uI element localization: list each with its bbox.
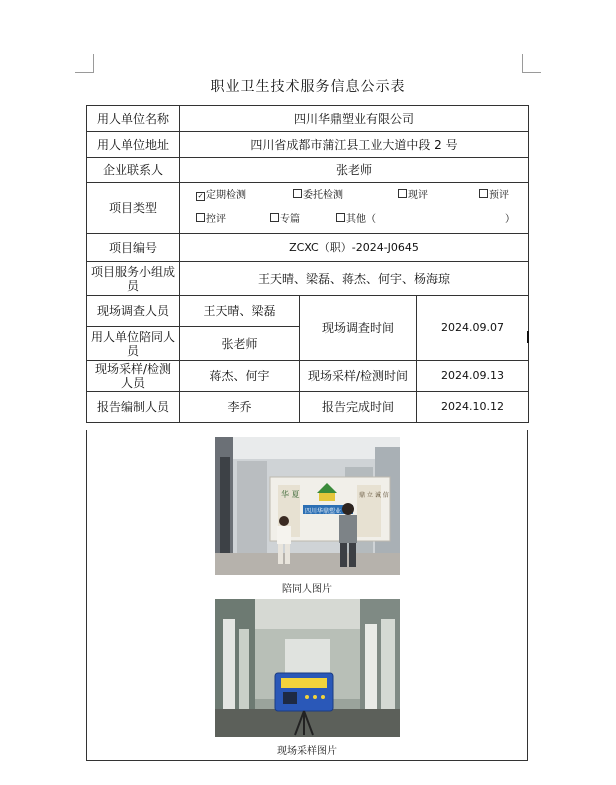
info-table [86,105,529,423]
address-label: 用人单位地址 [87,132,180,158]
sampling-photo-caption: 现场采样图片 [277,746,337,757]
accompany-photo-image [215,437,400,575]
photo-section [86,430,528,761]
project-type-options [180,183,529,234]
option-status-evaluation[interactable]: 现评 [398,189,428,203]
option-pre-evaluation[interactable]: 预评 [479,189,509,203]
checkbox-icon[interactable] [336,213,345,222]
survey-staff-value: 王天晴、梁磊 [180,296,300,327]
option-periodic-test[interactable]: ✓ 定期检测 [197,190,246,201]
sign-right-text: 鼎 立 诚 信 [359,492,389,499]
option-other-close: ） [505,214,515,225]
document-title: 职业卫生技术服务信息公示表 [210,79,406,95]
text-cursor-mark [527,331,529,343]
sampling-staff-value: 蒋杰、何宇 [180,361,300,392]
report-time-value: 2024.10.12 [417,392,529,423]
option-control-evaluation[interactable]: 控评 [196,213,226,227]
survey-staff-label: 现场调查人员 [87,296,180,327]
sampling-time-value: 2024.09.13 [417,361,529,392]
survey-time-value: 2024.09.07 [417,296,529,361]
accompany-photo-caption: 陪同人图片 [282,584,332,595]
project-type-row-2 [182,208,526,232]
survey-time-label: 现场调查时间 [300,296,417,361]
report-time-label: 报告完成时间 [300,392,417,423]
sign-center-text: 四川华鼎塑业 [305,508,342,515]
employer-label: 用人单位名称 [87,106,180,132]
checkbox-icon[interactable] [293,189,302,198]
checkbox-icon[interactable] [398,189,407,198]
crop-mark-top-right [522,54,541,73]
report-staff-value: 李乔 [180,392,300,423]
checkbox-icon[interactable] [479,189,488,198]
option-commissioned-test[interactable]: 委托检测 [293,189,343,203]
checkbox-icon[interactable] [196,213,205,222]
project-no-label: 项目编号 [87,234,180,262]
project-type-row-1 [182,184,526,208]
team-label: 项目服务小组成员 [87,262,180,296]
sampling-photo-image [215,599,400,737]
sampling-photo [215,599,400,737]
crop-mark-top-left [75,54,94,73]
accompany-label: 用人单位陪同人员 [87,327,180,361]
sampling-time-label: 现场采样/检测时间 [300,361,417,392]
checkbox-icon[interactable] [270,213,279,222]
contact-label: 企业联系人 [87,158,180,183]
accompany-photo [215,437,400,575]
team-value: 王天晴、梁磊、蒋杰、何宇、杨海琼 [180,262,529,296]
accompany-value: 张老师 [180,327,300,361]
project-type-label: 项目类型 [87,183,180,234]
option-special-chapter[interactable]: 专篇 [270,213,300,227]
employer-value: 四川华鼎塑业有限公司 [180,106,529,132]
sign-left-text: 华 夏 [281,490,300,499]
address-value: 四川省成都市蒲江县工业大道中段 2 号 [180,132,529,158]
report-staff-label: 报告编制人员 [87,392,180,423]
checkbox-checked-icon[interactable]: ✓ [197,192,204,200]
contact-value: 张老师 [180,158,529,183]
sampling-staff-label: 现场采样/检测人员 [87,361,180,392]
option-other[interactable]: 其他（ [336,213,376,227]
project-no-value: ZCXC（职）-2024-J0645 [180,234,529,262]
